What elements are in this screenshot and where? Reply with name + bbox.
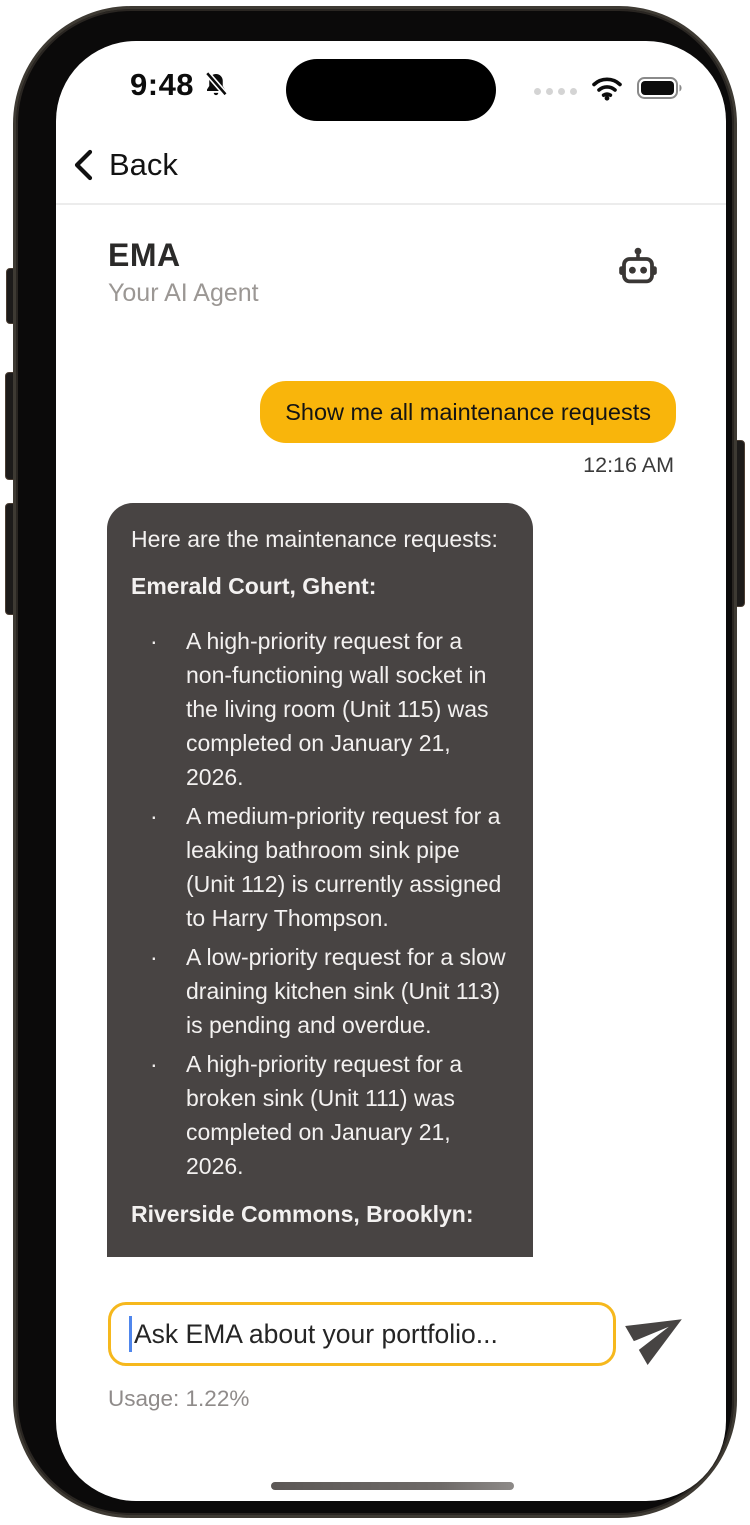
cellular-signal-icon — [534, 88, 577, 95]
page-title: EMA — [108, 237, 181, 273]
chevron-left-icon — [70, 148, 96, 182]
agent-list-item: · A medium-priority request for a leaking bathroom sink pipe (Unit 112) is currently assigned to Harry Thompson. — [186, 799, 509, 935]
status-bar-right — [534, 75, 683, 101]
robot-icon — [614, 245, 662, 293]
paper-plane-icon — [628, 1303, 688, 1363]
message-input[interactable] — [132, 1319, 613, 1350]
clock-text: 9:48 — [130, 67, 195, 102]
phone-screen — [56, 41, 726, 1501]
back-button[interactable] — [70, 147, 178, 183]
agent-section-heading: Riverside Commons, Brooklyn: — [131, 1201, 474, 1227]
battery-icon — [637, 77, 683, 99]
header-divider — [56, 203, 726, 205]
agent-section-heading: Emerald Court, Ghent: — [131, 573, 377, 599]
wifi-icon — [590, 75, 624, 101]
back-label: Back — [109, 147, 178, 182]
agent-message-bubble — [107, 503, 533, 1257]
message-input-box[interactable] — [108, 1302, 616, 1366]
message-timestamp: 12:16 AM — [583, 453, 674, 477]
dynamic-island — [286, 59, 496, 121]
home-indicator[interactable] — [271, 1482, 514, 1490]
agent-message-intro: Here are the maintenance requests: — [131, 526, 498, 552]
phone-frame — [13, 6, 737, 1518]
page-subtitle: Your AI Agent — [108, 279, 259, 307]
user-message-bubble: Show me all maintenance requests — [260, 381, 676, 443]
usage-label: Usage: 1.22% — [108, 1386, 250, 1411]
send-button[interactable] — [628, 1303, 688, 1363]
agent-message-sections — [131, 569, 509, 1231]
agent-list-item: · A high-priority request for a non-functioning wall socket in the living room (Unit 115) was completed on January 21, 2026. — [186, 624, 509, 794]
chat-scroll-area[interactable] — [56, 331, 726, 1281]
bell-slash-icon — [201, 70, 231, 100]
status-bar-time — [130, 67, 231, 103]
agent-section-list — [131, 624, 509, 1183]
agent-list-item: · A low-priority request for a slow draining kitchen sink (Unit 113) is pending and overdue. — [186, 940, 509, 1042]
agent-list-item: · A high-priority request for a broken sink (Unit 111) was completed on January 21, 2026. — [186, 1047, 509, 1183]
